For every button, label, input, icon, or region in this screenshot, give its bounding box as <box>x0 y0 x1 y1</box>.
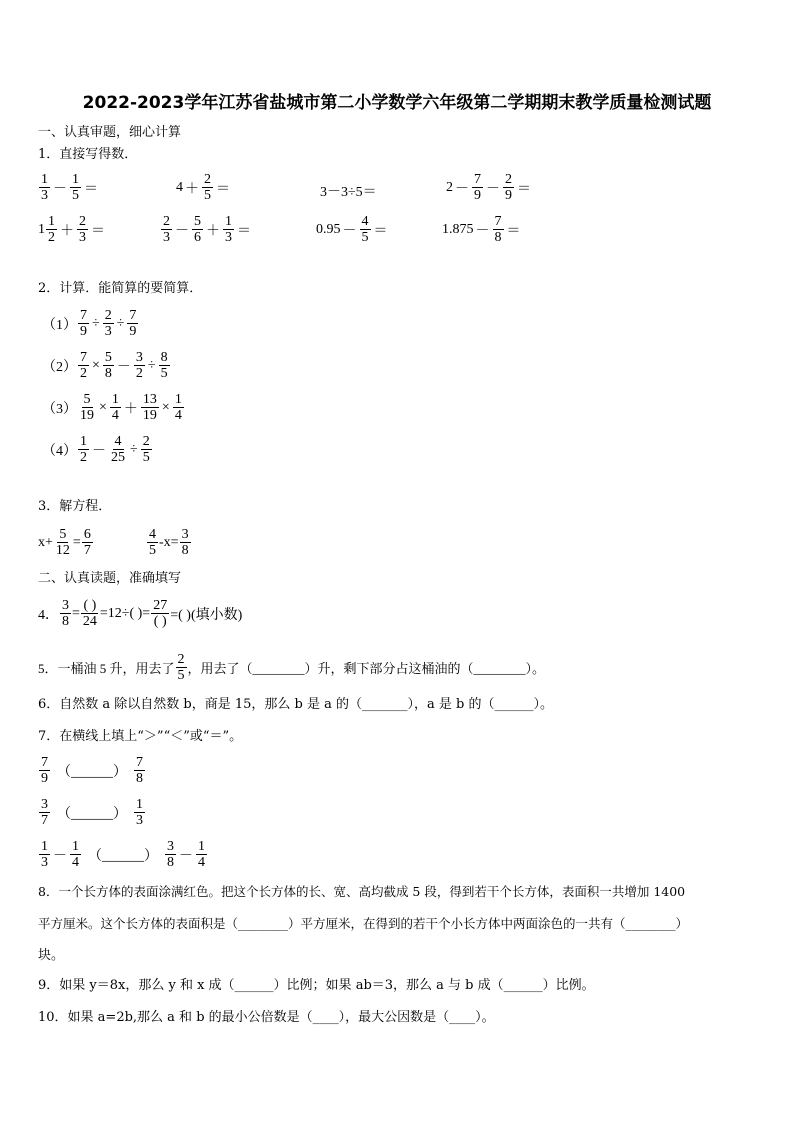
fraction: $\frac{1}{3}$ <box>136 797 143 828</box>
fraction: $\frac{8}{5}$ <box>160 350 168 381</box>
answer-blank[interactable]: （______） <box>57 806 127 822</box>
fraction: $\frac{7}{9}$ <box>41 755 48 786</box>
question-1-label: 1．直接写得数． <box>38 147 138 162</box>
fraction: $\frac{1}{4}$ <box>72 839 79 870</box>
fraction: $\frac{2}{5}$ <box>177 652 185 683</box>
fraction: $\frac{5}{8}$ <box>104 350 112 381</box>
fraction: $\frac{5}{6}$ <box>194 214 201 245</box>
fraction: $\frac{7}{9}$ <box>129 308 137 339</box>
question-7-label: 7．在横线上填上“＞”“＜”或“＝”。 <box>38 729 243 744</box>
question-9: 9．如果 y＝8x，那么 y 和 x 成（______）比例；如果 ab＝3，那么 a 与 b 成（______）比例。 <box>38 978 595 993</box>
q1-item-h: 1.875 － $\frac{7}{8}$ ＝ <box>442 214 521 245</box>
section-2-heading: 二、认真读题，准确填写 <box>38 571 182 586</box>
fraction: $\frac{2}{5}$ <box>142 434 150 465</box>
question-4: 4． $\frac{3}{8}$ = $\frac{( )}{24}$ =12÷( )= $\frac{27}{( )}$ =( )(填小数) <box>38 598 243 629</box>
question-5: 5．一桶油 5 升，用去了 $\frac{2}{5}$ ，用去了（________）升，剩下部分占这桶油的（________）。 <box>38 652 546 683</box>
fraction: $\frac{3}{8}$ <box>167 839 174 870</box>
fraction: $\frac{7}{8}$ <box>136 755 143 786</box>
fraction: $\frac{7}{2}$ <box>80 350 87 381</box>
q1-item-d: 2 － $\frac{7}{9}$ － $\frac{2}{9}$ ＝ <box>446 172 531 203</box>
fraction: $\frac{4}{5}$ <box>149 527 156 558</box>
q3-equation-2: $\frac{4}{5}$ -x= $\frac{3}{8}$ <box>149 527 189 558</box>
fraction: $\frac{1}{3}$ <box>225 214 232 245</box>
q2-item-4: （4） $\frac{1}{2}$ － $\frac{4}{25}$ ÷ $\frac{2}{5}$ <box>42 434 150 465</box>
q1-item-c: 3－3÷5＝ <box>320 185 377 200</box>
fraction: $\frac{6}{7}$ <box>83 527 91 558</box>
fraction: $\frac{1}{2}$ <box>80 434 87 465</box>
fraction: $\frac{1}{3}$ <box>41 172 48 203</box>
fraction: $\frac{4}{25}$ <box>111 434 125 465</box>
q1-item-a: $\frac{1}{3}$ － $\frac{1}{5}$ ＝ <box>41 172 98 203</box>
question-8-line-1: 8．一个长方体的表面涂满红色。把这个长方体的长、宽、高均截成 5 段，得到若干个长方体，表面积一共增加 1400 <box>38 884 686 899</box>
question-8-line-3: 块。 <box>38 948 65 963</box>
fraction: $\frac{2}{5}$ <box>204 172 211 203</box>
fraction: $\frac{7}{8}$ <box>494 214 502 245</box>
page-title: 2022-2023学年江苏省盐城市第二小学数学六年级第二学期期末教学质量检测试题 <box>82 93 712 113</box>
question-8-line-2: 平方厘米。这个长方体的表面积是（________）平方厘米，在得到的若干个小长方体中两面涂色的一共有（________） <box>38 916 689 931</box>
fraction: $\frac{7}{9}$ <box>80 308 87 339</box>
fraction: $\frac{2}{3}$ <box>163 214 170 245</box>
fraction: $\frac{1}{4}$ <box>198 839 205 870</box>
fraction: $\frac{3}{8}$ <box>181 527 189 558</box>
question-2-label: 2．计算．能简算的要简算． <box>38 281 203 296</box>
q2-item-1: （1） $\frac{7}{9}$ ÷ $\frac{2}{3}$ ÷ $\frac{7}{9}$ <box>42 308 137 339</box>
fraction: $\frac{3}{2}$ <box>135 350 143 381</box>
fraction: $\frac{1}{3}$ <box>41 839 48 870</box>
fraction: $\frac{7}{9}$ <box>474 172 481 203</box>
q1-item-g: 0.95 － $\frac{4}{5}$ ＝ <box>316 214 388 245</box>
fraction: $\frac{2}{3}$ <box>79 214 86 245</box>
fraction-blank: $\frac{27}{( )}$ <box>153 598 168 629</box>
fraction: $\frac{2}{3}$ <box>104 308 112 339</box>
answer-blank[interactable]: （______） <box>88 848 158 864</box>
answer-blank[interactable]: （______） <box>57 764 127 780</box>
q1-item-e: 1 $\frac{1}{2}$ ＋ $\frac{2}{3}$ ＝ <box>38 214 105 245</box>
fraction: $\frac{5}{19}$ <box>80 392 94 423</box>
question-10: 10．如果 a=2b,那么 a 和 b 的最小公倍数是（____），最大公因数是（____）。 <box>38 1010 495 1025</box>
fraction: $\frac{4}{5}$ <box>361 214 369 245</box>
fraction: $\frac{1}{4}$ <box>174 392 182 423</box>
fraction: $\frac{3}{7}$ <box>41 797 48 828</box>
q1-item-f: $\frac{2}{3}$ － $\frac{5}{6}$ ＋ $\frac{1}{3}$ ＝ <box>163 214 251 245</box>
fraction: $\frac{1}{4}$ <box>111 392 119 423</box>
q2-item-2: （2） $\frac{7}{2}$ × $\frac{5}{8}$ － $\frac{3}{2}$ ÷ $\frac{8}{5}$ <box>42 350 168 381</box>
question-6: 6．自然数 a 除以自然数 b，商是 15，那么 b 是 a 的（_______），a 是 b 的（______）。 <box>38 697 553 712</box>
q3-equation-1: x+ $\frac{5}{12}$ = $\frac{6}{7}$ <box>38 527 91 558</box>
q2-item-3: （3） $\frac{5}{19}$ × $\frac{1}{4}$ ＋ $\frac{13}{19}$ × $\frac{1}{4}$ <box>42 392 182 423</box>
fraction: $\frac{13}{19}$ <box>142 392 157 423</box>
fraction: $\frac{3}{8}$ <box>62 598 69 629</box>
fraction: $\frac{1}{5}$ <box>72 172 79 203</box>
section-1-heading: 一、认真审题，细心计算 <box>38 125 182 140</box>
q7-row-2 <box>38 797 146 828</box>
fraction-blank: $\frac{( )}{24}$ <box>82 598 97 629</box>
question-3-label: 3．解方程． <box>38 499 112 514</box>
fraction: $\frac{2}{9}$ <box>505 172 512 203</box>
fraction: $\frac{1}{2}$ <box>48 214 55 245</box>
q1-item-b: 4 ＋ $\frac{2}{5}$ ＝ <box>176 172 230 203</box>
fraction: $\frac{5}{12}$ <box>55 527 70 558</box>
q7-row-3: $\frac{1}{3}$ － $\frac{1}{4}$ （______） $\frac{3}{8}$ － $\frac{1}{4}$ <box>41 839 205 870</box>
q7-row-1 <box>38 755 146 786</box>
